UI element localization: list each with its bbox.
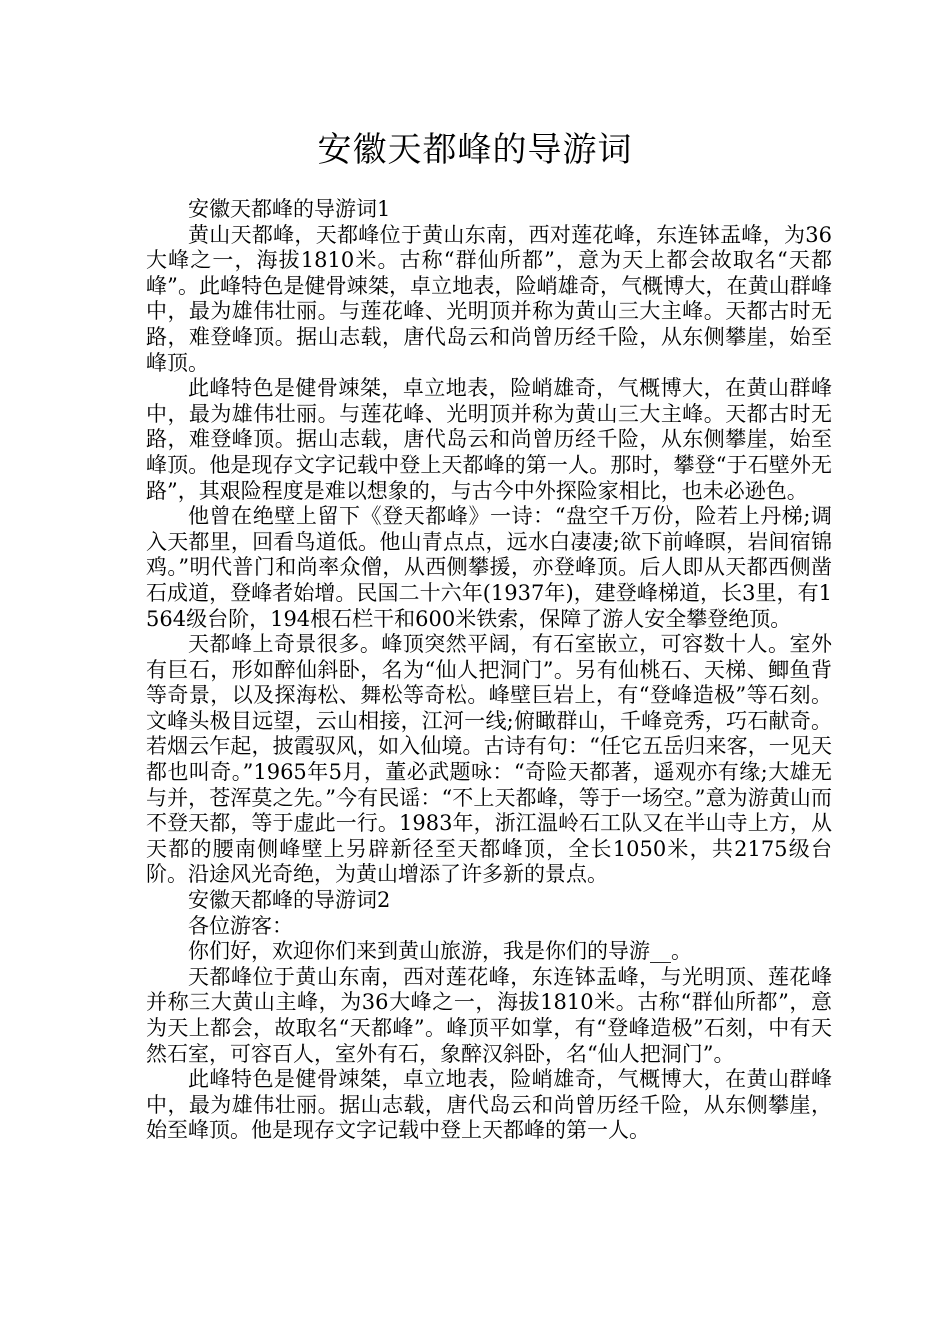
paragraph: 天都峰位于黄山东南，西对莲花峰，东连钵盂峰，与光明顶、莲花峰并称三大黄山主峰，为36大峰之一，海拔1810米。古称“群仙所都”，意为天上都会，故取名“天都峰”。峰顶平如掌，有“登峰造极”石刻，中有天然石室，可容百人，室外有石，象醉汉斜卧，名“仙人把洞门”。 [146, 964, 832, 1066]
document-body [146, 197, 832, 1144]
paragraph: 你们好，欢迎你们来到黄山旅游，我是你们的导游__。 [188, 939, 692, 964]
paragraph-heading-2: 安徽天都峰的导游词2 [188, 888, 391, 913]
paragraph-heading-1: 安徽天都峰的导游词1 [188, 197, 391, 221]
paragraph: 此峰特色是健骨竦桀，卓立地表，险峭雄奇，气概博大，在黄山群峰中，最为雄伟壮丽。据山志载，唐代岛云和尚曾历经千险，从东侧攀崖，始至峰顶。他是现存文字记载中登上天都峰的第一人。 [146, 1067, 832, 1143]
document-title: 安徽天都峰的导游词 [317, 130, 633, 170]
paragraph: 他曾在绝壁上留下《登天都峰》一诗：“盘空千万份，险若上丹梯;调入天都里，回看鸟道低。他山青点点，远水白凄凄;欲下前峰暝，岩间宿锦鸡。”明代普门和尚率众僧，从西侧攀援，亦登峰顶。后人即从天都西侧凿石成道，登峰者始增。民国二十六年(1937年)，建登峰梯道，长3里，有1564级台阶，194根石栏干和600米铁索，保障了游人安全攀登绝顶。 [146, 504, 832, 631]
paragraph: 天都峰上奇景很多。峰顶突然平阔，有石室嵌立，可容数十人。室外有巨石，形如醉仙斜卧，名为“仙人把洞门”。另有仙桃石、天梯、鲫鱼背等奇景，以及探海松、舞松等奇松。峰壁巨岩上，有“登峰造极”等石刻。文峰头极目远望，云山相接，江河一线;俯瞰群山，千峰竞秀，巧石献奇。若烟云乍起，披霞驭风，如入仙境。古诗有句：“任它五岳归来客，一见天都也叫奇。”1965年5月，董必武题咏：“奇险天都著，遥观亦有缘;大雄无与并，苍浑莫之先。”今有民谣：“不上天都峰，等于一场空。”意为游黄山而不登天都，等于虚此一行。1983年，浙江温岭石工队又在半山寺上方，从天都的腰南侧峰壁上另辟新径至天都峰顶，全长1050米，共2175级台阶。沿途风光奇绝，为黄山增添了许多新的景点。 [146, 632, 832, 887]
paragraph: 黄山天都峰，天都峰位于黄山东南，西对莲花峰，东连钵盂峰，为36大峰之一，海拔1810米。古称“群仙所都”，意为天上都会故取名“天都峰”。此峰特色是健骨竦桀，卓立地表，险峭雄奇，气概博大，在黄山群峰中，最为雄伟壮丽。与莲花峰、光明顶并称为黄山三大主峰。天都古时无路，难登峰顶。据山志载，唐代岛云和尚曾历经千险，从东侧攀崖，始至峰顶。 [146, 222, 832, 375]
paragraph-greeting: 各位游客： [188, 913, 293, 938]
paragraph: 此峰特色是健骨竦桀，卓立地表，险峭雄奇，气概博大，在黄山群峰中，最为雄伟壮丽。与莲花峰、光明顶并称为黄山三大主峰。天都古时无路，难登峰顶。据山志载，唐代岛云和尚曾历经千险，从东侧攀崖，始至峰顶。他是现存文字记载中登上天都峰的第一人。那时，攀登“于石壁外无路”，其艰险程度是难以想象的，与古今中外探险家相比，也未必逊色。 [146, 376, 832, 503]
